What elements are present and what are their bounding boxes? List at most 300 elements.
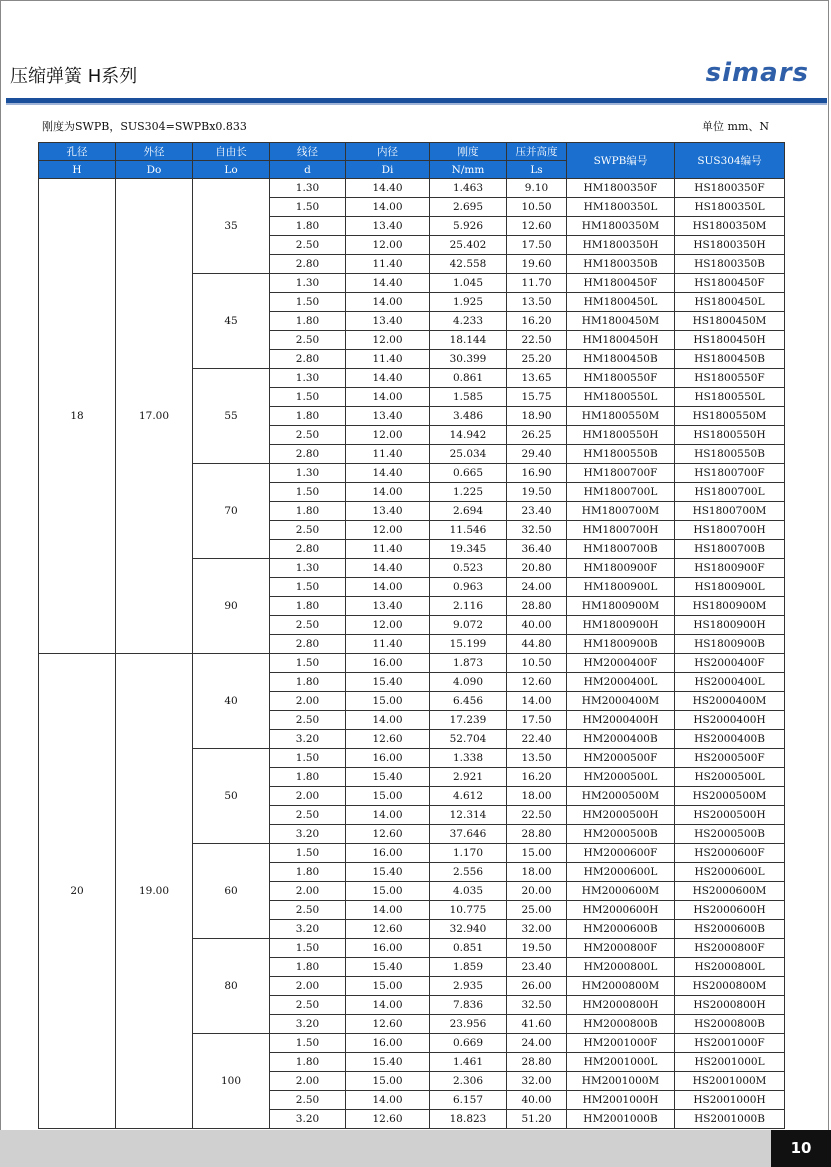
solid-height-cell: 20.80 (507, 559, 567, 578)
sus304-code-cell: HS2001000H (675, 1091, 785, 1110)
stiffness-cell: 18.144 (430, 331, 507, 350)
swpb-code-cell: HM2000500L (567, 768, 675, 787)
table-body (39, 179, 785, 1129)
inner-dia-cell: 14.40 (346, 369, 430, 388)
solid-height-cell: 32.50 (507, 996, 567, 1015)
sus304-code-cell: HS1800900F (675, 559, 785, 578)
wire-dia-cell: 2.00 (270, 1072, 346, 1091)
solid-height-cell: 19.60 (507, 255, 567, 274)
stiffness-cell: 18.823 (430, 1110, 507, 1129)
inner-dia-cell: 11.40 (346, 445, 430, 464)
sus304-code-cell: HS1800700L (675, 483, 785, 502)
inner-dia-cell: 16.00 (346, 1034, 430, 1053)
solid-height-cell: 51.20 (507, 1110, 567, 1129)
solid-height-cell: 10.50 (507, 654, 567, 673)
inner-dia-cell: 13.40 (346, 502, 430, 521)
solid-height-cell: 19.50 (507, 483, 567, 502)
free-length-cell: 55 (193, 369, 270, 464)
solid-height-cell: 13.50 (507, 749, 567, 768)
sus304-code-cell: HS2000500H (675, 806, 785, 825)
inner-dia-cell: 13.40 (346, 217, 430, 236)
solid-height-cell: 26.00 (507, 977, 567, 996)
swpb-code-cell: HM1800550L (567, 388, 675, 407)
wire-dia-cell: 3.20 (270, 825, 346, 844)
header-divider-light (6, 103, 827, 105)
solid-height-cell: 11.70 (507, 274, 567, 293)
wire-dia-cell: 2.50 (270, 331, 346, 350)
swpb-code-cell: HM2000500F (567, 749, 675, 768)
wire-dia-cell: 2.50 (270, 996, 346, 1015)
wire-dia-cell: 1.50 (270, 198, 346, 217)
sus304-code-cell: HS1800900H (675, 616, 785, 635)
solid-height-cell: 40.00 (507, 616, 567, 635)
inner-dia-cell: 11.40 (346, 255, 430, 274)
stiffness-cell: 0.963 (430, 578, 507, 597)
wire-dia-cell: 2.00 (270, 692, 346, 711)
swpb-code-cell: HM2000500B (567, 825, 675, 844)
swpb-code-cell: HM1800700L (567, 483, 675, 502)
stiffness-cell: 0.669 (430, 1034, 507, 1053)
stiffness-cell: 2.556 (430, 863, 507, 882)
swpb-code-cell: HM1800700M (567, 502, 675, 521)
sus304-code-cell: HS2000400B (675, 730, 785, 749)
spring-spec-table (38, 142, 785, 1129)
sus304-code-cell: HS1800700H (675, 521, 785, 540)
wire-dia-cell: 1.50 (270, 483, 346, 502)
wire-dia-cell: 1.30 (270, 369, 346, 388)
wire-dia-cell: 1.50 (270, 578, 346, 597)
inner-dia-cell: 15.00 (346, 977, 430, 996)
inner-dia-cell: 12.60 (346, 920, 430, 939)
wire-dia-cell: 2.50 (270, 521, 346, 540)
free-length-cell: 100 (193, 1034, 270, 1129)
sus304-code-cell: HS2000500L (675, 768, 785, 787)
swpb-code-cell: HM1800900L (567, 578, 675, 597)
inner-dia-cell: 15.00 (346, 692, 430, 711)
stiffness-cell: 42.558 (430, 255, 507, 274)
outer-dia-cell: 19.00 (116, 654, 193, 1129)
solid-height-cell: 18.00 (507, 863, 567, 882)
wire-dia-cell: 1.50 (270, 1034, 346, 1053)
swpb-code-cell: HM1800350M (567, 217, 675, 236)
swpb-code-cell: HM1800550H (567, 426, 675, 445)
inner-dia-cell: 15.40 (346, 768, 430, 787)
wire-dia-cell: 1.50 (270, 749, 346, 768)
solid-height-cell: 22.50 (507, 806, 567, 825)
inner-dia-cell: 11.40 (346, 635, 430, 654)
stiffness-cell: 0.861 (430, 369, 507, 388)
wire-dia-cell: 1.80 (270, 597, 346, 616)
solid-height-cell: 23.40 (507, 958, 567, 977)
wire-dia-cell: 1.80 (270, 1053, 346, 1072)
sus304-code-cell: HS1800350H (675, 236, 785, 255)
solid-height-cell: 17.50 (507, 236, 567, 255)
sus304-code-cell: HS2000800B (675, 1015, 785, 1034)
solid-height-cell: 19.50 (507, 939, 567, 958)
stiffness-cell: 1.873 (430, 654, 507, 673)
swpb-code-cell: HM1800700B (567, 540, 675, 559)
swpb-code-cell: HM1800350L (567, 198, 675, 217)
sus304-code-cell: HS2000600H (675, 901, 785, 920)
wire-dia-cell: 3.20 (270, 730, 346, 749)
inner-dia-cell: 14.00 (346, 293, 430, 312)
inner-dia-cell: 14.00 (346, 806, 430, 825)
col-header-hole-sym: H (39, 161, 116, 179)
swpb-code-cell: HM2000500H (567, 806, 675, 825)
sus304-code-cell: HS1800550M (675, 407, 785, 426)
swpb-code-cell: HM1800550M (567, 407, 675, 426)
sus304-code-cell: HS2000400L (675, 673, 785, 692)
stiffness-cell: 32.940 (430, 920, 507, 939)
sus304-code-cell: HS2000800H (675, 996, 785, 1015)
wire-dia-cell: 1.50 (270, 293, 346, 312)
swpb-code-cell: HM1800350F (567, 179, 675, 198)
swpb-code-cell: HM2001000M (567, 1072, 675, 1091)
stiffness-cell: 2.695 (430, 198, 507, 217)
stiffness-cell: 6.157 (430, 1091, 507, 1110)
solid-height-cell: 28.80 (507, 597, 567, 616)
swpb-code-cell: HM1800450B (567, 350, 675, 369)
solid-height-cell: 18.90 (507, 407, 567, 426)
solid-height-cell: 24.00 (507, 1034, 567, 1053)
wire-dia-cell: 1.50 (270, 388, 346, 407)
inner-dia-cell: 15.40 (346, 958, 430, 977)
inner-dia-cell: 14.00 (346, 1091, 430, 1110)
sus304-code-cell: HS1800900L (675, 578, 785, 597)
col-header-stiffness-sym: N/mm (430, 161, 507, 179)
swpb-code-cell: HM2000500M (567, 787, 675, 806)
solid-height-cell: 32.00 (507, 1072, 567, 1091)
stiffness-cell: 12.314 (430, 806, 507, 825)
stiffness-cell: 4.035 (430, 882, 507, 901)
solid-height-cell: 18.00 (507, 787, 567, 806)
hole-dia-cell: 20 (39, 654, 116, 1129)
stiffness-cell: 1.461 (430, 1053, 507, 1072)
inner-dia-cell: 12.00 (346, 426, 430, 445)
solid-height-cell: 9.10 (507, 179, 567, 198)
sus304-code-cell: HS2001000F (675, 1034, 785, 1053)
solid-height-cell: 40.00 (507, 1091, 567, 1110)
col-header-stiffness-zh: 刚度 (430, 143, 507, 161)
col-header-sus304: SUS304编号 (675, 143, 785, 179)
wire-dia-cell: 1.80 (270, 768, 346, 787)
solid-height-cell: 14.00 (507, 692, 567, 711)
stiffness-note: 刚度为SWPB，SUS304=SWPBx0.833 (42, 120, 247, 133)
inner-dia-cell: 12.00 (346, 236, 430, 255)
sus304-code-cell: HS2001000L (675, 1053, 785, 1072)
stiffness-cell: 2.921 (430, 768, 507, 787)
stiffness-cell: 0.851 (430, 939, 507, 958)
solid-height-cell: 17.50 (507, 711, 567, 730)
swpb-code-cell: HM1800550F (567, 369, 675, 388)
sus304-code-cell: HS1800550B (675, 445, 785, 464)
outer-dia-cell: 17.00 (116, 179, 193, 654)
solid-height-cell: 12.60 (507, 673, 567, 692)
solid-height-cell: 29.40 (507, 445, 567, 464)
sus304-code-cell: HS1800350F (675, 179, 785, 198)
inner-dia-cell: 13.40 (346, 407, 430, 426)
col-header-od-zh: 外径 (116, 143, 193, 161)
sus304-code-cell: HS2001000B (675, 1110, 785, 1129)
sus304-code-cell: HS1800900M (675, 597, 785, 616)
sus304-code-cell: HS1800700F (675, 464, 785, 483)
inner-dia-cell: 15.00 (346, 882, 430, 901)
swpb-code-cell: HM1800900M (567, 597, 675, 616)
stiffness-cell: 9.072 (430, 616, 507, 635)
wire-dia-cell: 2.50 (270, 901, 346, 920)
wire-dia-cell: 2.80 (270, 540, 346, 559)
page-number: 10 (771, 1130, 831, 1167)
inner-dia-cell: 14.00 (346, 901, 430, 920)
stiffness-cell: 30.399 (430, 350, 507, 369)
swpb-code-cell: HM2000800L (567, 958, 675, 977)
solid-height-cell: 22.40 (507, 730, 567, 749)
col-header-hole-zh: 孔径 (39, 143, 116, 161)
wire-dia-cell: 2.50 (270, 806, 346, 825)
wire-dia-cell: 2.80 (270, 255, 346, 274)
hole-dia-cell: 18 (39, 179, 116, 654)
inner-dia-cell: 14.00 (346, 711, 430, 730)
stiffness-cell: 52.704 (430, 730, 507, 749)
wire-dia-cell: 1.80 (270, 407, 346, 426)
stiffness-cell: 3.486 (430, 407, 507, 426)
free-length-cell: 80 (193, 939, 270, 1034)
sus304-code-cell: HS1800450M (675, 312, 785, 331)
free-length-cell: 70 (193, 464, 270, 559)
sus304-code-cell: HS2000600L (675, 863, 785, 882)
inner-dia-cell: 11.40 (346, 350, 430, 369)
swpb-code-cell: HM2001000H (567, 1091, 675, 1110)
free-length-cell: 40 (193, 654, 270, 749)
stiffness-cell: 1.463 (430, 179, 507, 198)
stiffness-cell: 7.836 (430, 996, 507, 1015)
stiffness-cell: 1.585 (430, 388, 507, 407)
swpb-code-cell: HM1800350B (567, 255, 675, 274)
stiffness-cell: 1.925 (430, 293, 507, 312)
sus304-code-cell: HS1800550H (675, 426, 785, 445)
wire-dia-cell: 1.50 (270, 844, 346, 863)
sus304-code-cell: HS2000800F (675, 939, 785, 958)
stiffness-cell: 1.338 (430, 749, 507, 768)
sus304-code-cell: HS1800350M (675, 217, 785, 236)
table-row (39, 179, 785, 198)
swpb-code-cell: HM1800900B (567, 635, 675, 654)
swpb-code-cell: HM2001000F (567, 1034, 675, 1053)
sus304-code-cell: HS1800450L (675, 293, 785, 312)
col-header-free-length-zh: 自由长 (193, 143, 270, 161)
inner-dia-cell: 12.00 (346, 521, 430, 540)
wire-dia-cell: 2.50 (270, 236, 346, 255)
wire-dia-cell: 1.50 (270, 654, 346, 673)
swpb-code-cell: HM2000400L (567, 673, 675, 692)
sus304-code-cell: HS1800450H (675, 331, 785, 350)
stiffness-cell: 6.456 (430, 692, 507, 711)
solid-height-cell: 32.50 (507, 521, 567, 540)
swpb-code-cell: HM2000800M (567, 977, 675, 996)
swpb-code-cell: HM1800450H (567, 331, 675, 350)
swpb-code-cell: HM1800700H (567, 521, 675, 540)
wire-dia-cell: 1.50 (270, 939, 346, 958)
inner-dia-cell: 12.60 (346, 825, 430, 844)
solid-height-cell: 15.00 (507, 844, 567, 863)
swpb-code-cell: HM2000600L (567, 863, 675, 882)
wire-dia-cell: 2.80 (270, 635, 346, 654)
swpb-code-cell: HM1800450F (567, 274, 675, 293)
stiffness-cell: 0.665 (430, 464, 507, 483)
solid-height-cell: 10.50 (507, 198, 567, 217)
sus304-code-cell: HS2000400M (675, 692, 785, 711)
stiffness-cell: 10.775 (430, 901, 507, 920)
free-length-cell: 50 (193, 749, 270, 844)
stiffness-cell: 25.034 (430, 445, 507, 464)
sus304-code-cell: HS2000800M (675, 977, 785, 996)
inner-dia-cell: 13.40 (346, 597, 430, 616)
wire-dia-cell: 2.00 (270, 977, 346, 996)
inner-dia-cell: 14.40 (346, 464, 430, 483)
inner-dia-cell: 14.40 (346, 274, 430, 293)
wire-dia-cell: 3.20 (270, 1110, 346, 1129)
inner-dia-cell: 15.40 (346, 673, 430, 692)
col-header-wire-sym: d (270, 161, 346, 179)
wire-dia-cell: 2.00 (270, 787, 346, 806)
free-length-cell: 60 (193, 844, 270, 939)
solid-height-cell: 26.25 (507, 426, 567, 445)
inner-dia-cell: 12.00 (346, 331, 430, 350)
free-length-cell: 45 (193, 274, 270, 369)
solid-height-cell: 32.00 (507, 920, 567, 939)
swpb-code-cell: HM2000600H (567, 901, 675, 920)
inner-dia-cell: 12.60 (346, 1110, 430, 1129)
swpb-code-cell: HM2000800B (567, 1015, 675, 1034)
swpb-code-cell: HM1800900F (567, 559, 675, 578)
wire-dia-cell: 2.50 (270, 711, 346, 730)
col-header-id-zh: 内径 (346, 143, 430, 161)
col-header-swpb: SWPB编号 (567, 143, 675, 179)
wire-dia-cell: 1.80 (270, 958, 346, 977)
wire-dia-cell: 2.80 (270, 350, 346, 369)
solid-height-cell: 28.80 (507, 825, 567, 844)
inner-dia-cell: 14.00 (346, 996, 430, 1015)
wire-dia-cell: 1.30 (270, 179, 346, 198)
stiffness-cell: 25.402 (430, 236, 507, 255)
solid-height-cell: 25.00 (507, 901, 567, 920)
stiffness-cell: 2.935 (430, 977, 507, 996)
sus304-code-cell: HS1800700B (675, 540, 785, 559)
brand-logo: simars (705, 58, 809, 88)
free-length-cell: 35 (193, 179, 270, 274)
swpb-code-cell: HM2000400M (567, 692, 675, 711)
wire-dia-cell: 2.80 (270, 445, 346, 464)
swpb-code-cell: HM2000600F (567, 844, 675, 863)
swpb-code-cell: HM1800550B (567, 445, 675, 464)
solid-height-cell: 13.65 (507, 369, 567, 388)
stiffness-cell: 14.942 (430, 426, 507, 445)
wire-dia-cell: 2.50 (270, 1091, 346, 1110)
swpb-code-cell: HM2000400B (567, 730, 675, 749)
inner-dia-cell: 15.40 (346, 1053, 430, 1072)
col-header-wire-zh: 线径 (270, 143, 346, 161)
swpb-code-cell: HM1800350H (567, 236, 675, 255)
sus304-code-cell: HS2000600B (675, 920, 785, 939)
inner-dia-cell: 15.00 (346, 1072, 430, 1091)
inner-dia-cell: 14.00 (346, 578, 430, 597)
sus304-code-cell: HS2000800L (675, 958, 785, 977)
stiffness-cell: 11.546 (430, 521, 507, 540)
sus304-code-cell: HS1800450F (675, 274, 785, 293)
swpb-code-cell: HM2000600B (567, 920, 675, 939)
sus304-code-cell: HS2000400F (675, 654, 785, 673)
sus304-code-cell: HS1800550L (675, 388, 785, 407)
sus304-code-cell: HS2000400H (675, 711, 785, 730)
swpb-code-cell: HM2000600M (567, 882, 675, 901)
solid-height-cell: 12.60 (507, 217, 567, 236)
col-header-od-sym: Do (116, 161, 193, 179)
stiffness-cell: 17.239 (430, 711, 507, 730)
stiffness-cell: 5.926 (430, 217, 507, 236)
inner-dia-cell: 16.00 (346, 749, 430, 768)
wire-dia-cell: 1.30 (270, 559, 346, 578)
sus304-code-cell: HS1800550F (675, 369, 785, 388)
wire-dia-cell: 1.80 (270, 312, 346, 331)
inner-dia-cell: 15.40 (346, 863, 430, 882)
solid-height-cell: 13.50 (507, 293, 567, 312)
inner-dia-cell: 16.00 (346, 844, 430, 863)
solid-height-cell: 16.20 (507, 312, 567, 331)
col-header-free-length-sym: Lo (193, 161, 270, 179)
footer-bar (0, 1130, 831, 1167)
stiffness-cell: 1.859 (430, 958, 507, 977)
stiffness-cell: 4.233 (430, 312, 507, 331)
stiffness-cell: 1.045 (430, 274, 507, 293)
inner-dia-cell: 13.40 (346, 312, 430, 331)
sus304-code-cell: HS2000500B (675, 825, 785, 844)
solid-height-cell: 16.20 (507, 768, 567, 787)
stiffness-cell: 23.956 (430, 1015, 507, 1034)
wire-dia-cell: 3.20 (270, 1015, 346, 1034)
solid-height-cell: 16.90 (507, 464, 567, 483)
solid-height-cell: 23.40 (507, 502, 567, 521)
wire-dia-cell: 2.50 (270, 426, 346, 445)
inner-dia-cell: 14.00 (346, 483, 430, 502)
solid-height-cell: 20.00 (507, 882, 567, 901)
swpb-code-cell: HM2000800H (567, 996, 675, 1015)
stiffness-cell: 2.116 (430, 597, 507, 616)
solid-height-cell: 41.60 (507, 1015, 567, 1034)
stiffness-cell: 2.306 (430, 1072, 507, 1091)
swpb-code-cell: HM2000800F (567, 939, 675, 958)
swpb-code-cell: HM1800450M (567, 312, 675, 331)
sus304-code-cell: HS2000600F (675, 844, 785, 863)
sus304-code-cell: HS2000600M (675, 882, 785, 901)
sus304-code-cell: HS1800450B (675, 350, 785, 369)
inner-dia-cell: 14.00 (346, 198, 430, 217)
solid-height-cell: 24.00 (507, 578, 567, 597)
sus304-code-cell: HS1800700M (675, 502, 785, 521)
swpb-code-cell: HM2001000B (567, 1110, 675, 1129)
col-header-id-sym: Di (346, 161, 430, 179)
stiffness-cell: 0.523 (430, 559, 507, 578)
solid-height-cell: 36.40 (507, 540, 567, 559)
swpb-code-cell: HM2000400H (567, 711, 675, 730)
wire-dia-cell: 1.80 (270, 673, 346, 692)
solid-height-cell: 28.80 (507, 1053, 567, 1072)
swpb-code-cell: HM1800450L (567, 293, 675, 312)
unit-note: 单位 mm、N (702, 120, 769, 133)
swpb-code-cell: HM2001000L (567, 1053, 675, 1072)
inner-dia-cell: 14.00 (346, 388, 430, 407)
inner-dia-cell: 12.60 (346, 1015, 430, 1034)
stiffness-cell: 15.199 (430, 635, 507, 654)
